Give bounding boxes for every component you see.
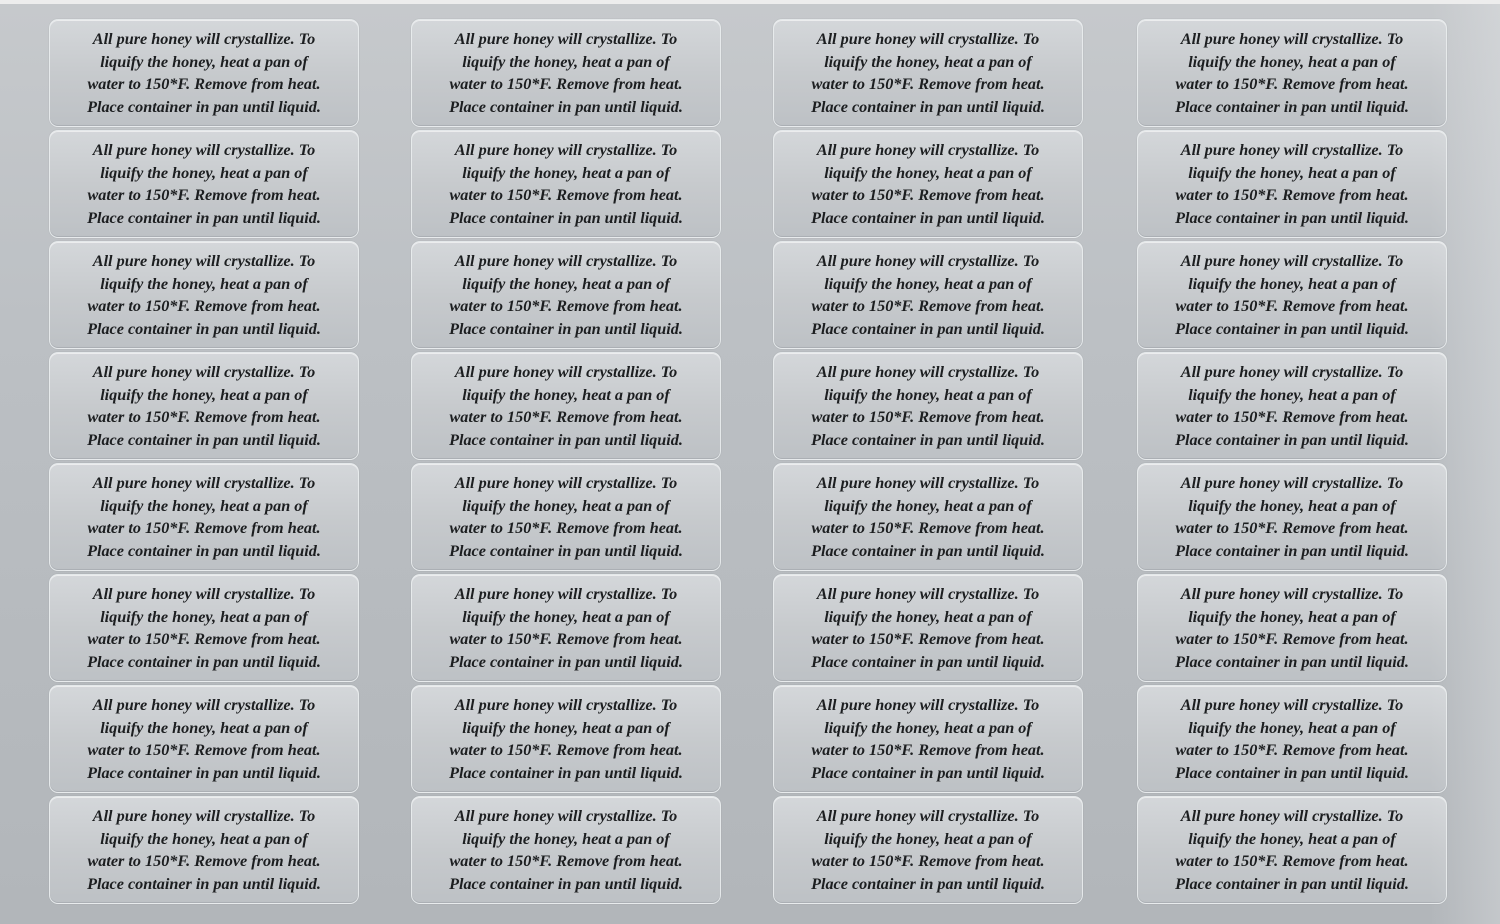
label-instructions-text: All pure honey will crystallize. To liquify the honey, heat a pan of water to 150*F. Remove from heat. Place container in pan until liquid. [1175, 807, 1409, 893]
label-instructions-text: All pure honey will crystallize. To liquify the honey, heat a pan of water to 150*F. Remove from heat. Place container in pan until liquid. [1175, 585, 1409, 671]
honey-label [773, 574, 1083, 682]
honey-label [411, 574, 721, 682]
label-instructions-text: All pure honey will crystallize. To liquify the honey, heat a pan of water to 150*F. Remove from heat. Place container in pan until liquid. [87, 30, 321, 116]
honey-label [49, 574, 359, 682]
label-instructions-text: All pure honey will crystallize. To liquify the honey, heat a pan of water to 150*F. Remove from heat. Place container in pan until liquid. [811, 141, 1045, 227]
honey-label [411, 352, 721, 460]
honey-label [411, 241, 721, 349]
honey-label [411, 19, 721, 127]
honey-label [49, 685, 359, 793]
label-instructions-text: All pure honey will crystallize. To liquify the honey, heat a pan of water to 150*F. Remove from heat. Place container in pan until liquid. [449, 807, 683, 893]
label-instructions-text: All pure honey will crystallize. To liquify the honey, heat a pan of water to 150*F. Remove from heat. Place container in pan until liquid. [449, 252, 683, 338]
honey-label [411, 130, 721, 238]
label-instructions-text: All pure honey will crystallize. To liquify the honey, heat a pan of water to 150*F. Remove from heat. Place container in pan until liquid. [1175, 363, 1409, 449]
label-column [411, 19, 721, 907]
label-instructions-text: All pure honey will crystallize. To liquify the honey, heat a pan of water to 150*F. Remove from heat. Place container in pan until liquid. [87, 585, 321, 671]
label-instructions-text: All pure honey will crystallize. To liquify the honey, heat a pan of water to 150*F. Remove from heat. Place container in pan until liquid. [1175, 30, 1409, 116]
honey-label [411, 685, 721, 793]
label-instructions-text: All pure honey will crystallize. To liquify the honey, heat a pan of water to 150*F. Remove from heat. Place container in pan until liquid. [811, 30, 1045, 116]
label-instructions-text: All pure honey will crystallize. To liquify the honey, heat a pan of water to 150*F. Remove from heat. Place container in pan until liquid. [449, 474, 683, 560]
honey-label [773, 19, 1083, 127]
label-instructions-text: All pure honey will crystallize. To liquify the honey, heat a pan of water to 150*F. Remove from heat. Place container in pan until liquid. [1175, 696, 1409, 782]
label-sheet [0, 4, 1500, 924]
label-instructions-text: All pure honey will crystallize. To liquify the honey, heat a pan of water to 150*F. Remove from heat. Place container in pan until liquid. [87, 807, 321, 893]
label-instructions-text: All pure honey will crystallize. To liquify the honey, heat a pan of water to 150*F. Remove from heat. Place container in pan until liquid. [1175, 252, 1409, 338]
label-instructions-text: All pure honey will crystallize. To liquify the honey, heat a pan of water to 150*F. Remove from heat. Place container in pan until liquid. [811, 363, 1045, 449]
honey-label [773, 796, 1083, 904]
label-instructions-text: All pure honey will crystallize. To liquify the honey, heat a pan of water to 150*F. Remove from heat. Place container in pan until liquid. [87, 696, 321, 782]
label-instructions-text: All pure honey will crystallize. To liquify the honey, heat a pan of water to 150*F. Remove from heat. Place container in pan until liquid. [449, 363, 683, 449]
label-column [1137, 19, 1447, 907]
label-instructions-text: All pure honey will crystallize. To liquify the honey, heat a pan of water to 150*F. Remove from heat. Place container in pan until liquid. [449, 585, 683, 671]
label-instructions-text: All pure honey will crystallize. To liquify the honey, heat a pan of water to 150*F. Remove from heat. Place container in pan until liquid. [1175, 141, 1409, 227]
label-instructions-text: All pure honey will crystallize. To liquify the honey, heat a pan of water to 150*F. Remove from heat. Place container in pan until liquid. [87, 141, 321, 227]
label-instructions-text: All pure honey will crystallize. To liquify the honey, heat a pan of water to 150*F. Remove from heat. Place container in pan until liquid. [87, 474, 321, 560]
label-column [773, 19, 1083, 907]
label-instructions-text: All pure honey will crystallize. To liquify the honey, heat a pan of water to 150*F. Remove from heat. Place container in pan until liquid. [811, 474, 1045, 560]
honey-label [49, 796, 359, 904]
honey-label [1137, 685, 1447, 793]
honey-label [1137, 19, 1447, 127]
honey-label [49, 130, 359, 238]
label-instructions-text: All pure honey will crystallize. To liquify the honey, heat a pan of water to 150*F. Remove from heat. Place container in pan until liquid. [811, 252, 1045, 338]
honey-label [49, 463, 359, 571]
label-instructions-text: All pure honey will crystallize. To liquify the honey, heat a pan of water to 150*F. Remove from heat. Place container in pan until liquid. [1175, 474, 1409, 560]
honey-label [411, 463, 721, 571]
honey-label [773, 685, 1083, 793]
label-instructions-text: All pure honey will crystallize. To liquify the honey, heat a pan of water to 150*F. Remove from heat. Place container in pan until liquid. [449, 30, 683, 116]
honey-label [1137, 463, 1447, 571]
honey-label [773, 130, 1083, 238]
honey-label [411, 796, 721, 904]
label-column [49, 19, 359, 907]
honey-label [49, 19, 359, 127]
honey-label [1137, 352, 1447, 460]
honey-label [1137, 574, 1447, 682]
label-instructions-text: All pure honey will crystallize. To liquify the honey, heat a pan of water to 150*F. Remove from heat. Place container in pan until liquid. [87, 252, 321, 338]
honey-label [773, 352, 1083, 460]
label-instructions-text: All pure honey will crystallize. To liquify the honey, heat a pan of water to 150*F. Remove from heat. Place container in pan until liquid. [811, 807, 1045, 893]
honey-label [773, 241, 1083, 349]
honey-label [1137, 241, 1447, 349]
label-instructions-text: All pure honey will crystallize. To liquify the honey, heat a pan of water to 150*F. Remove from heat. Place container in pan until liquid. [449, 696, 683, 782]
honey-label [49, 352, 359, 460]
label-instructions-text: All pure honey will crystallize. To liquify the honey, heat a pan of water to 150*F. Remove from heat. Place container in pan until liquid. [811, 696, 1045, 782]
label-instructions-text: All pure honey will crystallize. To liquify the honey, heat a pan of water to 150*F. Remove from heat. Place container in pan until liquid. [449, 141, 683, 227]
honey-label [1137, 130, 1447, 238]
honey-label [49, 241, 359, 349]
honey-label [1137, 796, 1447, 904]
honey-label [773, 463, 1083, 571]
label-instructions-text: All pure honey will crystallize. To liquify the honey, heat a pan of water to 150*F. Remove from heat. Place container in pan until liquid. [811, 585, 1045, 671]
label-instructions-text: All pure honey will crystallize. To liquify the honey, heat a pan of water to 150*F. Remove from heat. Place container in pan until liquid. [87, 363, 321, 449]
